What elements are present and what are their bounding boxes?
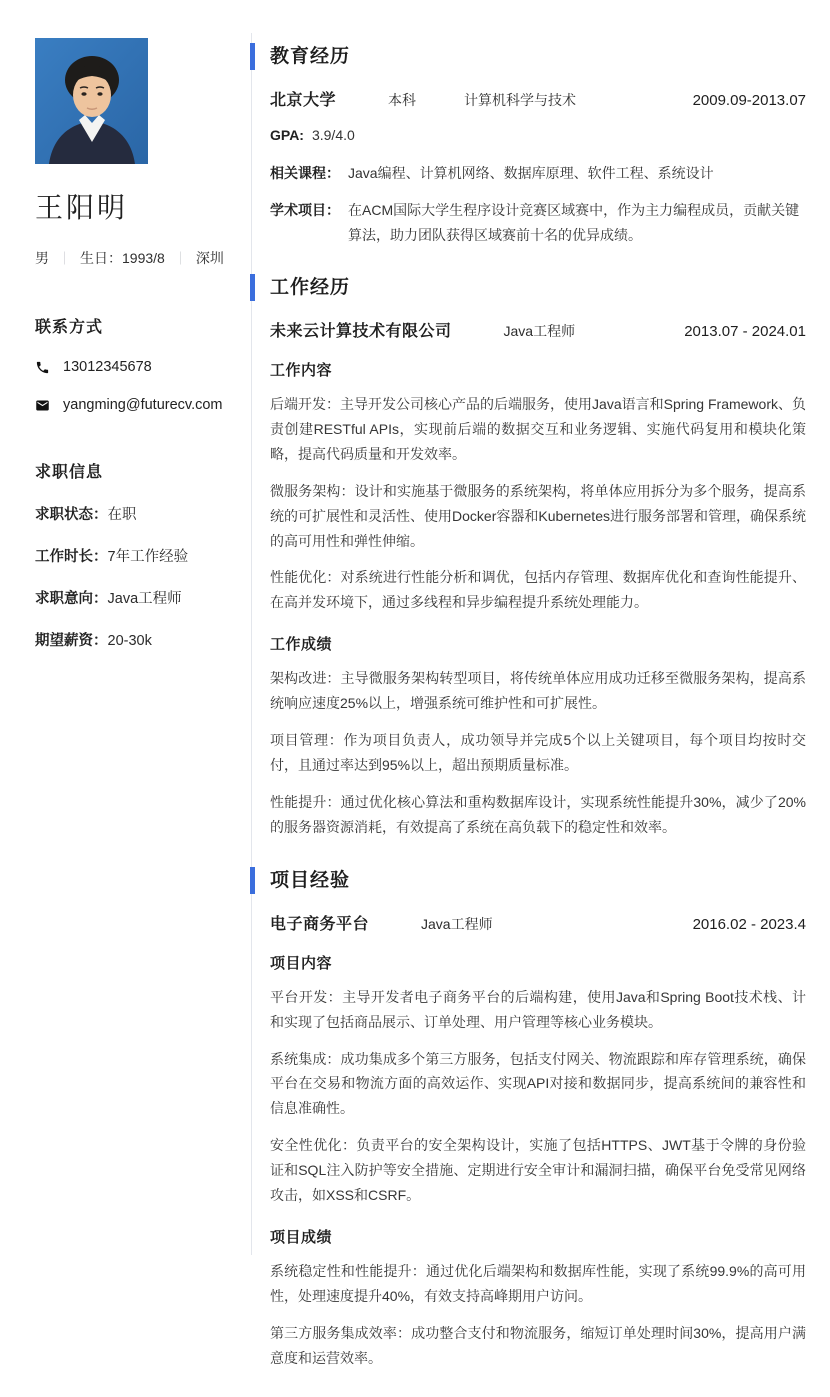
work-header — [270, 273, 806, 302]
work-achievement-paragraph: 项目管理：作为项目负责人，成功领导并完成5个以上关键项目，每个项目均按时交付，且通过率达到95%以上，超出预期质量标准。 — [270, 732, 806, 773]
project-achievement-paragraph: 第三方服务集成效率：成功整合支付和物流服务，缩短订单处理时间30%，提高用户满意度和运营效率。 — [270, 1324, 806, 1366]
work-achievement-paragraph: 性能提升：通过优化核心算法和重构数据库设计，实现系统性能提升30%，减少了20%的服务器资源消耗，有效提高了系统在高负载下的稳定性和效率。 — [270, 793, 806, 835]
work-content-paragraph: 后端开发：主导开发公司核心产品的后端服务，使用Java语言和Spring Framework、负责创建RESTful APIs，实现前后端的数据交互和业务逻辑、实施代码复用和模块化策略，提高代码质量和开发效率。 — [270, 396, 806, 462]
work-period: 2013.07 - 2024.01 — [684, 323, 806, 340]
job-info-heading: 求职信息 — [35, 464, 104, 481]
work-achievement-heading: 工作成绩 — [270, 636, 333, 654]
education-header — [270, 42, 806, 71]
work-content-heading: 工作内容 — [270, 362, 333, 379]
gpa-row — [270, 123, 806, 148]
work-years-label: 工作时长： — [35, 549, 108, 565]
work-entry-row — [270, 318, 806, 341]
work-title: 工作经历 — [270, 277, 351, 298]
work-achievement-paragraph: 架构改进：主导微服务架构转型项目，将传统单体应用成功迁移至微服务架构，提高系统响应速度25%以上，增强系统可维护性和可扩展性。 — [270, 670, 806, 712]
sidebar — [35, 38, 235, 650]
company-name: 未来云计算技术有限公司 — [270, 323, 452, 340]
courses-label: 相关课程： — [270, 164, 340, 181]
salary-value: 20-30k — [107, 633, 152, 649]
gender: 男 — [35, 250, 49, 266]
project-achievement-paragraph: 系统稳定性和性能提升：通过优化后端架构和数据库性能，实现了系统99.9%的高可用性，处理速度提升40%，有效支持高峰期用户访问。 — [270, 1262, 806, 1304]
school-name: 北京大学 — [270, 92, 337, 109]
contact-list — [35, 359, 235, 413]
candidate-name: 王阳明 — [35, 192, 129, 223]
job-intention-value: Java工程师 — [107, 591, 182, 607]
section-accent-bar — [250, 867, 255, 894]
academic-value: 在ACM国际大学生程序设计竞赛区域赛中，作为主力编程成员，贡献关键算法，助力团队获得区域赛前十名的优异成绩。 — [348, 202, 800, 243]
work-years-row — [35, 545, 235, 566]
gpa-value: 3.9/4.0 — [311, 127, 355, 143]
project-role: Java工程师 — [421, 915, 493, 932]
courses-value: Java编程、计算机网络、数据库原理、软件工程、系统设计 — [348, 164, 714, 181]
job-info-list — [35, 503, 235, 650]
degree: 本科 — [388, 92, 417, 108]
work-content-paragraph: 微服务架构：设计和实施基于微服务的系统架构，将单体应用拆分为多个服务，提高系统的可扩展性和灵活性、使用Docker容器和Kubernetes进行服务部署和管理，确保系统的高可用性和弹性伸缩。 — [270, 482, 806, 549]
job-intention-row — [35, 587, 235, 608]
gpa-label: GPA: — [270, 127, 304, 143]
profile-photo — [35, 38, 148, 164]
email-icon — [35, 398, 50, 413]
education-title: 教育经历 — [270, 46, 351, 67]
work-section — [270, 273, 806, 840]
major: 计算机科学与技术 — [464, 92, 577, 108]
project-content-paragraph: 安全性优化：负责平台的安全架构设计，实施了包括HTTPS、JWT基于令牌的身份验证和SQL注入防护等安全措施、定期进行安全审计和漏洞扫描，确保平台免受常见网络攻击，如XSS和CSRF。 — [270, 1137, 806, 1204]
salary-row — [35, 629, 235, 650]
education-entry-row — [270, 87, 806, 110]
work-content-paragraph: 性能优化：对系统进行性能分析和调优，包括内存管理、数据库优化和查询性能提升、在高并发环境下，通过多线程和异步编程提升系统处理能力。 — [270, 569, 806, 611]
basic-info — [35, 248, 235, 268]
work-years-value: 7年工作经验 — [107, 549, 189, 565]
project-section — [270, 866, 806, 1371]
courses-row — [270, 161, 806, 186]
project-name: 电子商务平台 — [270, 915, 370, 933]
academic-label: 学术项目： — [270, 202, 340, 218]
phone-row — [35, 359, 235, 375]
job-status-row — [35, 503, 235, 524]
birthday: 生日：1993/8 — [80, 250, 165, 266]
main-content — [270, 42, 806, 1397]
project-period: 2016.02 - 2023.4 — [692, 915, 806, 933]
separator: ｜ — [173, 251, 187, 266]
project-header — [270, 866, 806, 895]
job-status-label: 求职状态： — [35, 507, 108, 523]
project-title: 项目经验 — [270, 869, 351, 891]
project-content-paragraph: 平台开发：主导开发者电子商务平台的后端构建，使用Java和Spring Boot技术栈、计和实现了包括商品展示、订单处理、用户管理等核心业务模块。 — [270, 988, 806, 1030]
work-role: Java工程师 — [503, 323, 576, 339]
email-row — [35, 397, 235, 413]
section-accent-bar — [250, 274, 255, 301]
education-period: 2009.09-2013.07 — [692, 92, 806, 109]
academic-row — [270, 198, 806, 247]
phone-icon — [35, 360, 50, 375]
project-entry-row — [270, 911, 806, 934]
email-address: yangming@futurecv.com — [63, 397, 223, 413]
project-achievement-heading: 项目成绩 — [270, 1228, 333, 1246]
contact-heading: 联系方式 — [35, 319, 104, 336]
project-content-paragraph: 系统集成：成功集成多个第三方服务，包括支付网关、物流跟踪和库存管理系统，确保平台在交易和物流方面的高效运作、实现API对接和数据同步，提高系统间的兼容性和信息准确性。 — [270, 1050, 806, 1117]
city: 深圳 — [195, 250, 224, 266]
job-intention-label: 求职意向： — [35, 591, 108, 607]
phone-number: 13012345678 — [63, 359, 152, 375]
section-accent-bar — [250, 43, 255, 70]
salary-label: 期望薪资： — [35, 633, 108, 649]
separator: ｜ — [58, 251, 72, 266]
education-section — [270, 42, 806, 247]
project-content-heading: 项目内容 — [270, 954, 333, 972]
job-status-value: 在职 — [107, 507, 137, 523]
column-divider — [251, 33, 252, 1255]
